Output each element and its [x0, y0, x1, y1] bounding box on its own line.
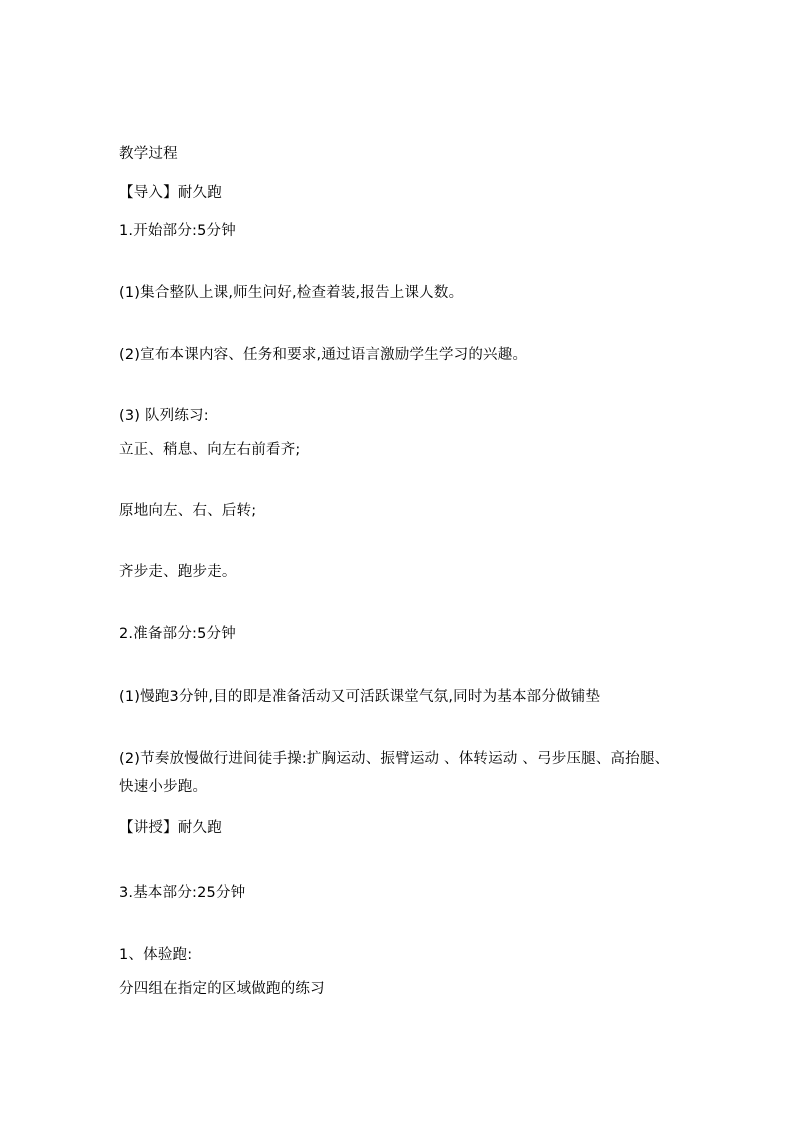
part2-heading: 2.准备部分:5分钟 — [119, 626, 236, 642]
section-title: 教学过程 — [119, 146, 178, 162]
part3-heading: 3.基本部分:25分钟 — [119, 885, 246, 901]
section-heading-intro: 【导入】耐久跑 — [119, 185, 222, 201]
section-heading-teach: 【讲授】耐久跑 — [119, 820, 222, 836]
part1-item3: (3) 队列练习: — [119, 408, 209, 424]
part3-item1-line1: 分四组在指定的区域做跑的练习 — [119, 981, 325, 997]
part1-heading: 1.开始部分:5分钟 — [119, 223, 236, 239]
part2-item1: (1)慢跑3分钟,目的即是准备活动又可活跃课堂气氛,同时为基本部分做铺垫 — [119, 689, 601, 705]
part1-item3-line1: 立正、稍息、向左右前看齐; — [119, 442, 301, 458]
part2-item2: (2)节奏放慢做行进间徒手操:扩胸运动、振臂运动 、体转运动 、弓步压腿、高抬腿、快速小步跑。 — [119, 751, 670, 795]
part3-item1: 1、体验跑: — [119, 947, 193, 963]
part1-item3-line3: 齐步走、跑步走。 — [119, 564, 237, 580]
part1-item3-line2: 原地向左、右、后转; — [119, 503, 257, 519]
part1-item2: (2)宣布本课内容、任务和要求,通过语言激励学生学习的兴趣。 — [119, 347, 528, 363]
part1-item1: (1)集合整队上课,师生问好,检查着装,报告上课人数。 — [119, 285, 464, 301]
